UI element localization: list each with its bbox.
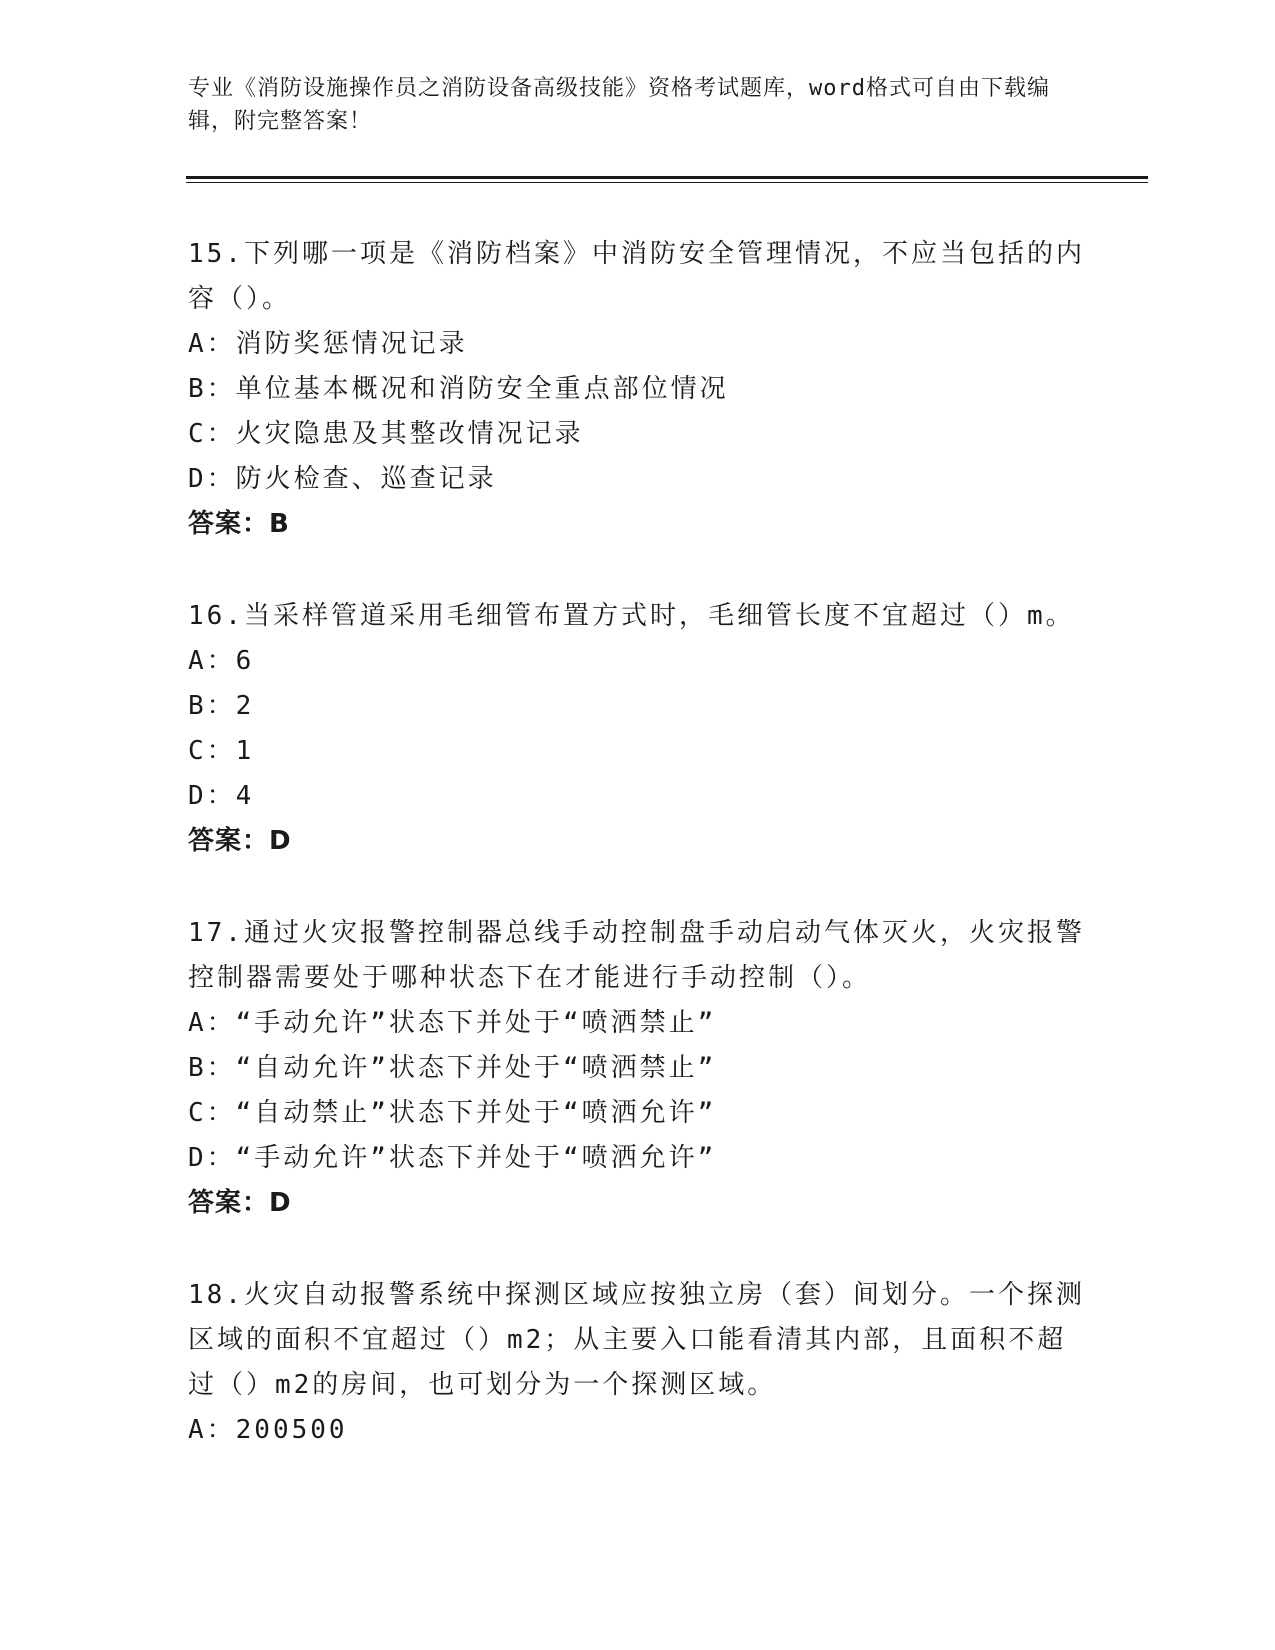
question-17 xyxy=(188,911,1088,1226)
option-a: A：200500 xyxy=(188,1415,348,1445)
option-d: D：“手动允许”状态下并处于“喷洒允许” xyxy=(188,1143,717,1173)
option-a: A：“手动允许”状态下并处于“喷洒禁止” xyxy=(188,1008,717,1038)
question-16 xyxy=(188,594,1088,864)
option-b: B：2 xyxy=(188,691,255,721)
question-stem: 17.通过火灾报警控制器总线手动控制盘手动启动气体灭火，火灾报警控制器需要处于哪种状态下在才能进行手动控制（）。 xyxy=(188,918,1085,993)
question-15 xyxy=(188,232,1088,547)
header-divider-thin xyxy=(186,182,1148,183)
option-c: C：“自动禁止”状态下并处于“喷洒允许” xyxy=(188,1098,717,1128)
document-header: 专业《消防设施操作员之消防设备高级技能》资格考试题库，word格式可自由下载编辑，附完整答案！ xyxy=(188,76,1050,134)
option-d: D：4 xyxy=(188,781,255,811)
question-list xyxy=(188,232,1088,1500)
header-divider-thick xyxy=(186,176,1148,179)
option-c: C：火灾隐患及其整改情况记录 xyxy=(188,419,584,449)
answer: 答案：D xyxy=(188,1188,292,1218)
option-b: B：“自动允许”状态下并处于“喷洒禁止” xyxy=(188,1053,717,1083)
answer: 答案：D xyxy=(188,826,292,856)
option-d: D：防火检查、巡查记录 xyxy=(188,464,497,494)
question-stem: 15.下列哪一项是《消防档案》中消防安全管理情况，不应当包括的内容（）。 xyxy=(188,239,1085,314)
question-18 xyxy=(188,1273,1088,1453)
question-stem: 16.当采样管道采用毛细管布置方式时，毛细管长度不宜超过（）m。 xyxy=(188,601,1075,631)
option-c: C：1 xyxy=(188,736,255,766)
answer: 答案：B xyxy=(188,509,290,539)
option-a: A：消防奖惩情况记录 xyxy=(188,329,468,359)
option-a: A：6 xyxy=(188,646,255,676)
question-stem: 18.火灾自动报警系统中探测区域应按独立房（套）间划分。一个探测区域的面积不宜超过（）m2；从主要入口能看清其内部，且面积不超过（）m2的房间，也可划分为一个探测区域。 xyxy=(188,1280,1085,1400)
option-b: B：单位基本概况和消防安全重点部位情况 xyxy=(188,374,729,404)
